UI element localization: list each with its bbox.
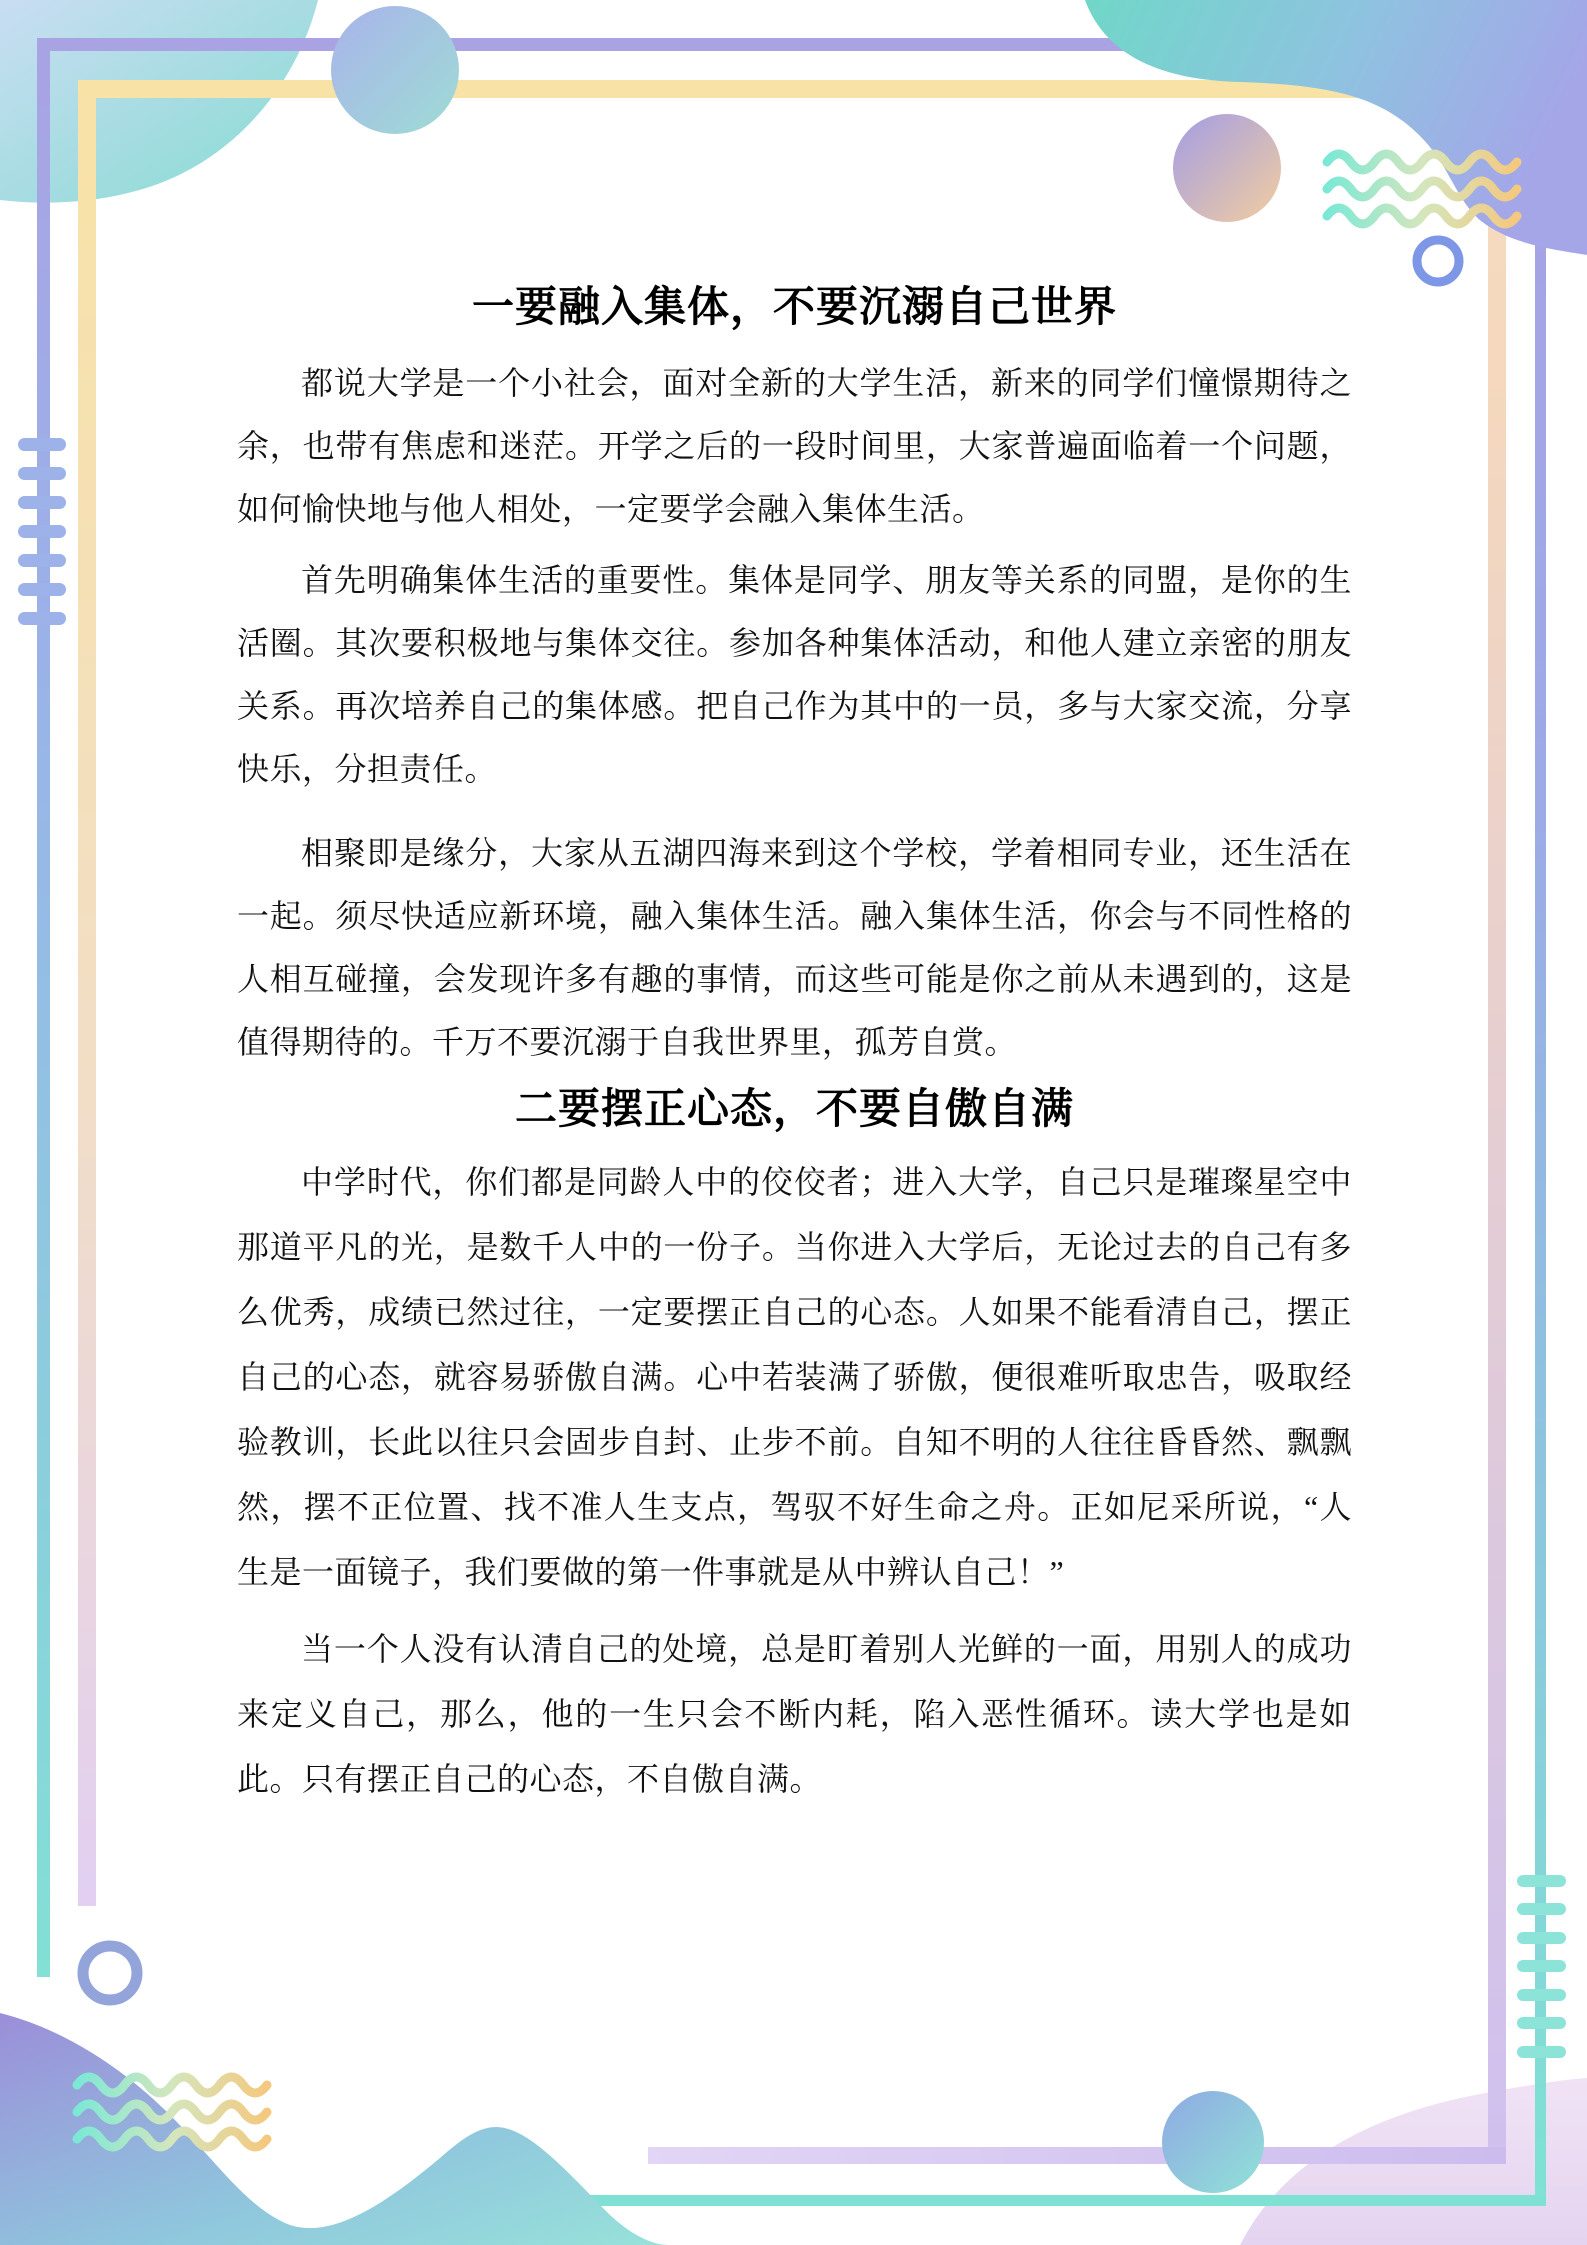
- section-heading-1: 一要融入集体，不要沉溺自己世界: [471, 283, 1117, 330]
- paragraph-5: 当一个人没有认清自己的处境，总是盯着别人光鲜的一面，用别人的成功来定义自己，那么，他的一生只会不断内耗，陷入恶性循环。读大学也是如此。只有摆正自己的心态，不自傲自满。: [237, 1631, 1352, 1797]
- paragraph-2: 首先明确集体生活的重要性。集体是同学、朋友等关系的同盟，是你的生活圈。其次要积极地与集体交往。参加各种集体活动，和他人建立亲密的朋友关系。再次培养自己的集体感。把自己作为其中的一员，多与大家交流，分享快乐，分担责任。: [237, 562, 1352, 787]
- paragraph-4: 中学时代，你们都是同龄人中的佼佼者；进入大学，自己只是璀璨星空中那道平凡的光，是数千人中的一份子。当你进入大学后，无论过去的自己有多么优秀，成绩已然过往，一定要摆正自己的心态。人如果不能看清自己，摆正自己的心态，就容易骄傲自满。心中若装满了骄傲，便很难听取忠告，吸取经验教训，长此以往只会固步自封、止步不前。自知不明的人往往昏昏然、飘飘然，摆不正位置、找不准人生支点，驾驭不好生命之舟。正如尼采所说，“人生是一面镜子，我们要做的第一件事就是从中辨认自己！”: [237, 1164, 1352, 1590]
- paragraph-1: 都说大学是一个小社会，面对全新的大学生活，新来的同学们憧憬期待之余，也带有焦虑和迷茫。开学之后的一段时间里，大家普遍面临着一个问题，如何愉快地与他人相处，一定要学会融入集体生活。: [237, 365, 1352, 527]
- section-heading-2: 二要摆正心态，不要自傲自满: [514, 1085, 1074, 1132]
- paragraph-3: 相聚即是缘分，大家从五湖四海来到这个学校，学着相同专业，还生活在一起。须尽快适应新环境，融入集体生活。融入集体生活，你会与不同性格的人相互碰撞，会发现许多有趣的事情，而这些可能是你之前从未遇到的，这是值得期待的。千万不要沉溺于自我世界里，孤芳自赏。: [237, 835, 1352, 1060]
